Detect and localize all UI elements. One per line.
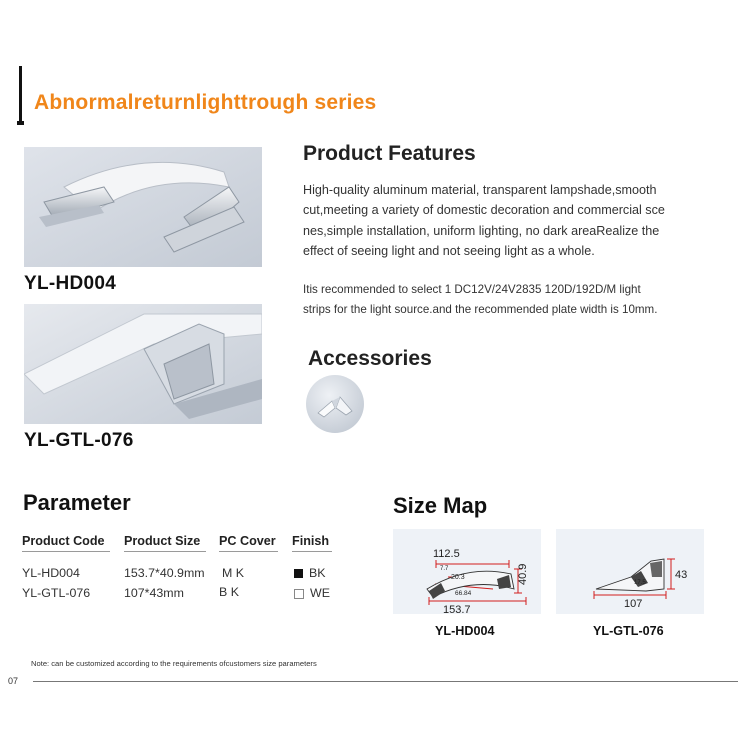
- dim-bottom: 107: [624, 598, 643, 610]
- row2-code: YL-GTL-076: [22, 586, 91, 600]
- features-line: cut,meeting a variety of domestic decoration and commercial sce: [303, 203, 665, 218]
- column-header-code: Product Code: [22, 534, 110, 552]
- sizemap-gtl076-label: YL-GTL-076: [593, 624, 664, 638]
- dim-inner: 20.3: [451, 574, 465, 581]
- row2-finish-label: WE: [310, 586, 330, 600]
- features-line: effect of seeing light and not seeing light as a whole.: [303, 244, 595, 259]
- dim-small: 7.7: [440, 566, 449, 572]
- accessories-heading: Accessories: [308, 347, 432, 370]
- dim-top: 112.5: [433, 548, 460, 560]
- features-line: nes,simple installation, uniform lighting, no dark areaRealize the: [303, 223, 660, 238]
- sizemap-gtl076-diagram: [556, 529, 704, 614]
- column-header-size: Product Size: [124, 534, 206, 552]
- row1-finish-label: BK: [309, 566, 326, 580]
- sizemap-hd004-diagram: [393, 529, 541, 614]
- features-heading: Product Features: [303, 142, 476, 165]
- header-accent-bar: [19, 66, 22, 124]
- series-title: Abnormalreturnlighttrough series: [34, 91, 377, 114]
- column-header-finish: Finish: [292, 534, 332, 552]
- page-number: 07: [8, 676, 19, 686]
- row1-cover: M K: [222, 566, 245, 580]
- row2-finish: [294, 586, 330, 600]
- sizemap-heading: Size Map: [393, 493, 488, 518]
- black-swatch-icon: [294, 569, 303, 578]
- features-line: High-quality aluminum material, transparent lampshade,smooth: [303, 183, 657, 197]
- row2-cover: B K: [219, 585, 239, 599]
- product-photo-hd004: [24, 147, 262, 267]
- dim-height: 43: [675, 569, 688, 581]
- row1-code: YL-HD004: [22, 566, 80, 580]
- dim-bottom: 153.7: [443, 604, 471, 614]
- dim-height: 40.9: [517, 563, 529, 585]
- customization-note: Note: can be customized according to the requirements ofcustomers size parameters: [31, 659, 317, 668]
- features-recommendation: [303, 280, 743, 320]
- parameter-heading: Parameter: [23, 490, 131, 515]
- footer-divider: [33, 681, 738, 682]
- recommend-line: Itis recommended to select 1 DC12V/24V2835 120D/192D/M light: [303, 283, 641, 296]
- row1-finish: [294, 566, 326, 580]
- white-swatch-icon: [294, 589, 304, 599]
- features-description: [303, 180, 743, 262]
- accessory-image: [306, 375, 364, 433]
- product-photo-gtl076: [24, 304, 262, 424]
- dim-angle: 17.5: [634, 580, 646, 586]
- dim-diag: 66.84: [455, 590, 472, 597]
- column-header-cover: PC Cover: [219, 534, 278, 552]
- recommend-line: strips for the light source.and the recommended plate width is 10mm.: [303, 303, 658, 316]
- row1-size: 153.7*40.9mm: [124, 566, 205, 580]
- row2-size: 107*43mm: [124, 586, 184, 600]
- product-model-gtl076: YL-GTL-076: [24, 430, 134, 451]
- sizemap-hd004-label: YL-HD004: [435, 624, 495, 638]
- header-accent-cap: [17, 121, 24, 125]
- product-model-hd004: YL-HD004: [24, 273, 117, 294]
